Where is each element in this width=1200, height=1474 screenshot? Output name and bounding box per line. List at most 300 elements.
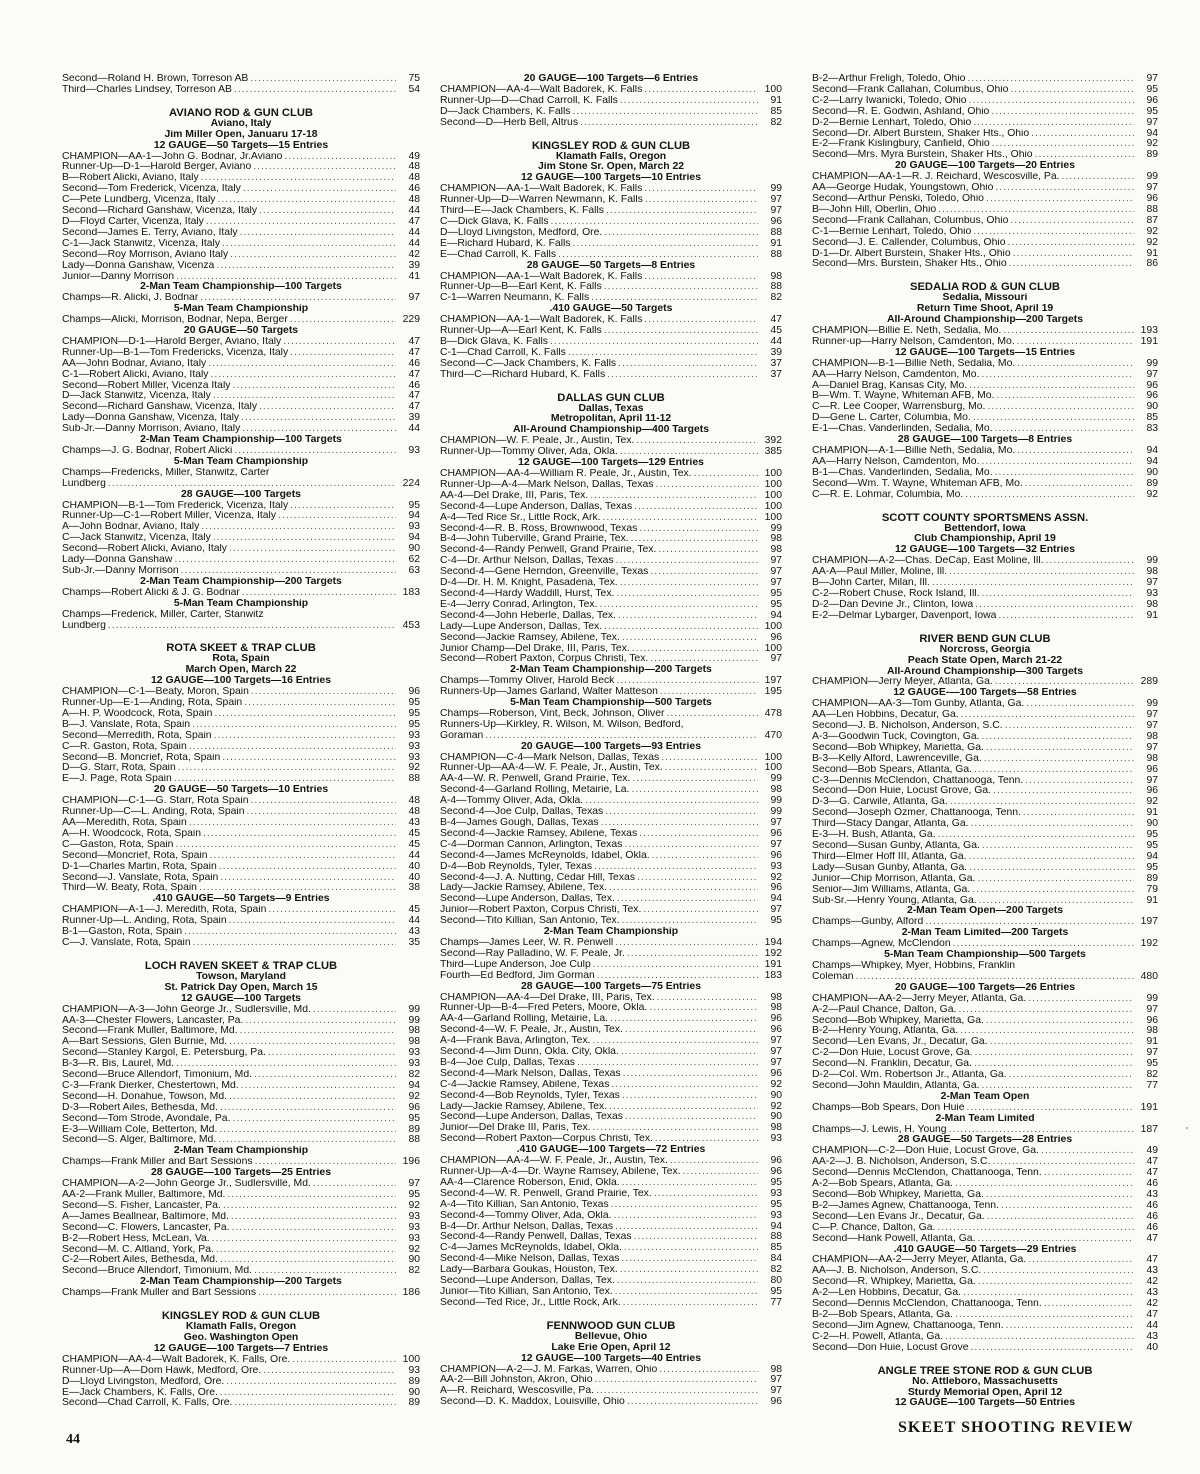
result-row <box>440 589 782 600</box>
shooter-entry: Lady—Donna Ganshaw, Vicenza <box>62 260 215 271</box>
score: 96 <box>770 1397 782 1408</box>
shooter-entry: Second—Frank Callahan, Columbus, Ohio <box>812 215 1009 226</box>
shooter-entry: Second—Robert Miller, Vicenza Italy <box>62 380 231 391</box>
result-row <box>812 1016 1158 1027</box>
dot-leader <box>654 1189 758 1200</box>
shooter-entry: Second—Bruce Allendorf, Timonium, Md. <box>62 1070 253 1081</box>
result-row <box>440 1189 782 1200</box>
shooter-entry: C—J. Vanslate, Rota, Spain <box>62 937 191 948</box>
event-heading: 20 GAUGE—100 Targets—20 Entries <box>895 161 1075 172</box>
result-row <box>62 217 420 228</box>
result-row <box>62 522 420 533</box>
shooter-entry: Runner-Up—D—Chad Carroll, K. Falls <box>440 95 618 106</box>
dot-leader <box>251 687 396 698</box>
score: 90 <box>1146 467 1158 478</box>
result-row <box>440 1036 782 1047</box>
shooter-entry: Second-4—Gene Herndon, Greenville, Texas <box>440 567 649 578</box>
event-heading: 12 GAUGE—100 Targets <box>181 993 301 1004</box>
score: 89 <box>408 1376 420 1387</box>
score: 44 <box>408 916 420 927</box>
dot-leader <box>234 1398 396 1409</box>
score: 75 <box>408 74 420 84</box>
score: 97 <box>770 818 782 828</box>
event-heading: Geo. Washington Open <box>183 1332 299 1343</box>
score: 93 <box>408 1222 420 1233</box>
result-row <box>62 152 420 163</box>
shooter-entry: Junior Champ—Del Drake, III, Paris, Tex. <box>440 643 630 654</box>
shooter-entry: E—Jack Chambers, K. Falls, Ore. <box>62 1387 218 1398</box>
result-row <box>812 249 1158 260</box>
shooter-entry: C-3—Dennis McClendon, Chattanooga, Tenn. <box>812 775 1024 786</box>
dot-leader <box>616 589 758 600</box>
result-row <box>62 938 420 949</box>
dot-leader <box>670 1156 758 1167</box>
result-row <box>440 556 782 567</box>
shooter-entry: Third—E—Jack Chambers, K. Falls <box>440 206 604 217</box>
result-row <box>62 1212 420 1223</box>
shooter-entry: CHAMPION—A-2—John George Jr., Sudlersville, Md. <box>62 1179 311 1190</box>
score: 47 <box>1146 1309 1158 1320</box>
score: 93 <box>1146 588 1158 599</box>
dot-leader <box>995 183 1134 194</box>
dot-leader <box>982 1081 1134 1092</box>
result-row <box>812 808 1158 819</box>
dot-leader <box>615 938 758 949</box>
shooter-entry: CHAMPION—A-2—Chas. DeCap, East Moline, Ill. <box>812 556 1044 567</box>
score: 47 <box>1146 1168 1158 1179</box>
result-row <box>812 1026 1158 1037</box>
shooter-entry: Lady—Jackie Ramsey, Abilene, Tex. <box>440 1101 608 1112</box>
dot-leader <box>216 261 396 272</box>
dot-leader <box>969 381 1134 392</box>
dot-leader <box>259 206 396 217</box>
shooter-entry: Sub-Jr.—Danny Morrison, Aviano, Italy <box>62 424 241 435</box>
result-row <box>440 1243 782 1254</box>
dot-leader <box>268 1048 396 1059</box>
score: 97 <box>770 1386 782 1397</box>
score: 42 <box>1146 1299 1158 1310</box>
score: 98 <box>770 992 782 1003</box>
shooter-entry: E-1—Chas. Vanderlinden, Sedalia, Mo. <box>812 424 993 435</box>
event-heading: Jim Miller Open, Januaru 17-18 <box>164 129 318 140</box>
score: 82 <box>1146 1070 1158 1081</box>
shooter-entry: Third—Stacy Dangar, Atlanta, Ga. <box>812 819 969 830</box>
dot-leader <box>856 972 1134 983</box>
score: 95 <box>1146 862 1158 873</box>
shooter-entry: Second-4—R. B. Ross, Brownwood, Texas <box>440 523 638 534</box>
event-heading: 28 GAUGE—100 Targets <box>181 489 301 500</box>
event-heading: 28 GAUGE—100 Targets—75 Entries <box>521 981 701 992</box>
shooter-entry: C-2—H. Powell, Atlanta, Ga. <box>812 1331 944 1342</box>
dot-leader <box>615 1222 758 1233</box>
score: 95 <box>770 1177 782 1188</box>
result-row <box>440 1058 782 1069</box>
dot-leader <box>631 785 758 796</box>
result-row <box>440 480 782 491</box>
result-row <box>440 315 782 326</box>
result-row <box>440 622 782 633</box>
shooter-entry: Second—Bob Whipkey, Marietta, Ga. <box>812 742 984 753</box>
result-row <box>440 1069 782 1080</box>
score: 82 <box>408 1070 420 1081</box>
score: 46 <box>1146 1211 1158 1222</box>
dot-leader <box>201 173 396 184</box>
score: 85 <box>1146 413 1158 424</box>
event-heading: 2-Man Team Championship <box>543 927 679 938</box>
score: 98 <box>1146 731 1158 742</box>
dot-leader <box>240 1026 396 1037</box>
result-row <box>812 1125 1158 1136</box>
score: 43 <box>1146 1331 1158 1342</box>
score: 89 <box>1146 478 1158 489</box>
score: 480 <box>1140 971 1158 982</box>
result-row <box>812 1288 1158 1299</box>
result-row <box>812 402 1158 413</box>
dot-leader <box>292 1355 396 1366</box>
result-row <box>440 1112 782 1123</box>
result-row <box>440 709 782 720</box>
score: 47 <box>1146 1233 1158 1244</box>
result-row <box>812 1310 1158 1321</box>
dot-leader <box>615 1287 758 1298</box>
dot-leader <box>618 359 758 370</box>
shooter-entry: AA-2—Bill Johnston, Akron, Ohio <box>440 1375 593 1386</box>
result-row <box>812 139 1158 150</box>
shooter-entry: Junior—Tito Killian, San Antonio, Tex. <box>440 1286 613 1297</box>
dot-leader <box>605 807 758 818</box>
event-heading: .410 GAUGE—100 Targets—72 Entries <box>516 1145 706 1156</box>
shooter-entry: B—John Hill, Oberlin, Ohio <box>812 204 937 215</box>
shooter-entry: Second-4—Jackie Ramsey, Abilene, Texas <box>440 828 638 839</box>
result-row <box>62 1092 420 1103</box>
shooter-entry: D-4—Dr. H. M. Knight, Pasadena, Tex. <box>440 578 618 589</box>
event-heading: .410 GAUGE—50 Targets—29 Entries <box>893 1244 1077 1255</box>
dot-leader <box>601 818 758 829</box>
score: 95 <box>408 708 420 719</box>
dot-leader <box>694 469 758 480</box>
result-row <box>62 720 420 731</box>
score: 41 <box>408 271 420 282</box>
event-heading: 2-Man Team Limited <box>935 1113 1035 1124</box>
result-row <box>62 1081 420 1092</box>
result-row <box>62 533 420 544</box>
dot-leader <box>176 1059 396 1070</box>
score: 92 <box>770 1101 782 1112</box>
score: 97 <box>1146 1048 1158 1059</box>
dot-leader <box>259 402 396 413</box>
dot-leader <box>255 1157 396 1168</box>
dot-leader <box>621 1254 758 1265</box>
dot-leader <box>199 883 396 894</box>
score: 44 <box>770 336 782 347</box>
shooter-entry: Champs—James Leer, W. R. Penwell <box>440 937 614 948</box>
result-row <box>62 1190 420 1201</box>
dot-leader <box>223 1201 396 1212</box>
shooter-entry: Third—Elmer Hoff III, Atlanta, Ga. <box>812 851 967 862</box>
result-row <box>812 830 1158 841</box>
score: 43 <box>408 927 420 938</box>
dot-leader <box>485 731 758 742</box>
margin-mark: ' <box>1186 1126 1188 1137</box>
score: 97 <box>1146 710 1158 721</box>
score: 99 <box>1146 172 1158 183</box>
shooter-entry: Champs—Tommy Oliver, Harold Beck <box>440 676 615 687</box>
score: 35 <box>408 937 420 948</box>
result-row <box>440 960 782 971</box>
shooter-entry: Second—Frank Muller, Baltimore, Md. <box>62 1026 238 1037</box>
dot-leader <box>597 971 758 982</box>
shooter-entry: CHAMPION—C-1—G. Starr, Rota Spain <box>62 796 249 807</box>
score: 183 <box>402 587 420 598</box>
result-line: Runners-Up—Kirkley, R. Wilson, M. Wilson, Bedford, <box>440 719 684 730</box>
dot-leader <box>950 797 1134 808</box>
shooter-entry: Second—Lupe Anderson, Dallas, Tex. <box>440 894 615 905</box>
shooter-entry: B—Dick Glava, K. Falls <box>440 336 548 347</box>
score: 96 <box>1146 380 1158 391</box>
result-row <box>62 501 420 512</box>
result-row <box>812 205 1158 216</box>
dot-leader <box>212 1234 396 1245</box>
dot-leader <box>969 852 1134 863</box>
result-row <box>440 1232 782 1243</box>
shooter-entry: B-2—Robert Hess, McLean, Va. <box>62 1233 210 1244</box>
result-row <box>812 74 1158 85</box>
dot-leader <box>1010 85 1134 96</box>
dot-leader <box>1001 1201 1134 1212</box>
event-heading: 12 GAUGE—100 Targets—50 Entries <box>895 1398 1075 1409</box>
dot-leader <box>222 753 396 764</box>
result-row <box>62 184 420 195</box>
score: 100 <box>764 752 782 763</box>
shooter-entry: AA-4—Del Drake, III, Paris, Tex. <box>440 490 589 501</box>
score: 92 <box>1146 489 1158 500</box>
dot-leader <box>290 501 396 512</box>
shooter-entry: Sub-Sr.—Henry Young, Atlanta, Ga. <box>812 895 977 906</box>
result-row <box>812 754 1158 765</box>
score: 43 <box>408 818 420 828</box>
result-row <box>440 96 782 107</box>
dot-leader <box>683 1167 758 1178</box>
shooter-entry: Second—James E. Terry, Aviano, Italy <box>62 227 238 238</box>
result-row <box>62 1037 420 1048</box>
dot-leader <box>220 1388 396 1399</box>
score: 45 <box>408 839 420 850</box>
dot-leader <box>178 763 396 774</box>
result-row <box>812 939 1158 950</box>
score: 40 <box>408 861 420 872</box>
result-row <box>62 927 420 938</box>
event-heading: 28 GAUGE—100 Targets—25 Entries <box>151 1168 331 1179</box>
shooter-entry: CHAMPION—D-1—Harold Berger, Aviano, Italy <box>62 336 282 347</box>
score: 93 <box>770 1134 782 1145</box>
shooter-entry: AA-4—W. R. Penwell, Grand Prairie, Tex. <box>440 774 631 785</box>
dot-leader <box>216 1245 396 1256</box>
shooter-entry: AA-2—Frank Muller, Baltimore, Md. <box>62 1190 226 1200</box>
event-heading: Lake Erie Open, April 12 <box>551 1342 671 1353</box>
dot-leader <box>636 436 758 447</box>
shooter-entry: CHAMPION—B-1—Tom Frederick, Vicenza, Italy <box>62 500 289 511</box>
shooter-entry: Second—R. Whipkey, Marietta, Ga. <box>812 1277 976 1288</box>
shooter-entry: D-1—Charles Martin, Rota, Spain <box>62 861 217 872</box>
result-row <box>440 1025 782 1036</box>
shooter-entry: C—R. Gaston, Rota, Spain <box>62 741 187 752</box>
score: 90 <box>408 1387 420 1398</box>
result-row <box>62 337 420 348</box>
dot-leader <box>992 1157 1134 1168</box>
result-row <box>812 370 1158 381</box>
score: 88 <box>1146 204 1158 215</box>
shooter-entry: CHAMPION—AA-4—Walt Badorek, K. Falls, Ore. <box>62 1354 291 1365</box>
dot-leader <box>313 1179 396 1190</box>
score: 98 <box>408 1037 420 1048</box>
dot-leader <box>573 239 758 250</box>
result-row <box>62 446 420 457</box>
result-row <box>440 807 782 818</box>
score: 95 <box>1146 830 1158 841</box>
score: 47 <box>408 216 420 227</box>
shooter-entry: Second—Jim Agnew, Chattanooga, Tenn. <box>812 1320 1004 1331</box>
dot-leader <box>108 621 396 632</box>
event-heading: 12 GAUGE—100 Targets—7 Entries <box>153 1343 329 1354</box>
shooter-entry: CHAMPION—A-2—J. M. Farkas, Warren, Ohio <box>440 1364 658 1375</box>
result-row <box>62 173 420 184</box>
result-row <box>440 600 782 611</box>
dot-leader <box>290 315 396 326</box>
dot-leader <box>975 600 1134 611</box>
dot-leader <box>938 830 1134 841</box>
score: 44 <box>408 227 420 238</box>
score: 46 <box>1146 1179 1158 1190</box>
result-row <box>440 676 782 687</box>
shooter-entry: D—Gene L. Carter, Columbia, Mo. <box>812 413 971 424</box>
shooter-entry: Second—John Mauldin, Atlanta, Ga. <box>812 1080 980 1091</box>
result-row <box>812 1201 1158 1212</box>
results-column-1 <box>62 74 420 1409</box>
shooter-entry: Runner-Up—AA-4—W. F. Peale, Jr., Austin, Tex. <box>440 763 663 774</box>
shooter-entry: A-2—Len Hobbins, Decatur, Ga. <box>812 1288 962 1299</box>
score: 191 <box>764 959 782 970</box>
dot-leader <box>955 1179 1134 1190</box>
result-row <box>62 195 420 206</box>
result-row <box>62 905 420 916</box>
score: 40 <box>1146 1342 1158 1353</box>
score: 42 <box>408 249 420 260</box>
shooter-entry: Senior—Jim Williams, Atlanta, Ga. <box>812 884 971 895</box>
result-row <box>62 807 420 818</box>
score: 97 <box>1146 183 1158 194</box>
result-row <box>812 172 1158 183</box>
dot-leader <box>660 687 758 698</box>
score: 37 <box>770 358 782 369</box>
dot-leader <box>229 1037 396 1048</box>
score: 99 <box>408 1004 420 1015</box>
score: 100 <box>764 84 782 95</box>
score: 193 <box>1140 326 1158 337</box>
dot-leader <box>1007 238 1134 249</box>
score: 47 <box>408 402 420 413</box>
result-row <box>440 206 782 217</box>
result-row <box>440 85 782 96</box>
dot-leader <box>263 1366 396 1377</box>
dot-leader <box>981 589 1134 600</box>
shooter-entry: Runner-Up—C—L. Anding, Rota, Spain <box>62 807 245 818</box>
score: 95 <box>1146 106 1158 117</box>
result-row <box>440 644 782 655</box>
dot-leader <box>949 567 1134 578</box>
result-row <box>440 534 782 545</box>
dot-leader <box>953 939 1134 950</box>
dot-leader <box>963 1288 1134 1299</box>
event-heading: .410 GAUGE—50 Targets—9 Entries <box>152 894 330 905</box>
score: 92 <box>1146 226 1158 237</box>
shooter-entry: CHAMPION—A-1—J. Meredith, Rota, Spain <box>62 905 267 916</box>
shooter-entry: E-2—Frank Kislingbury, Canfield, Ohio <box>812 139 990 150</box>
result-row <box>440 654 782 665</box>
dot-leader <box>993 786 1134 797</box>
result-row <box>440 250 782 261</box>
result-row <box>812 1190 1158 1201</box>
event-heading: No. Attleboro, Massachusetts <box>912 1376 1058 1387</box>
score: 62 <box>408 555 420 566</box>
dot-leader <box>659 1365 758 1376</box>
shooter-entry: C-2—Don Huie, Locust Grove, Ga. <box>812 1048 973 1059</box>
shooter-entry: Runner-Up—D—Warren Newmann, K. Falls <box>440 195 643 206</box>
score: 197 <box>1140 917 1158 928</box>
dot-leader <box>639 524 758 535</box>
dot-leader <box>1025 776 1134 787</box>
shooter-entry: D-1—Dr. Albert Burstein, Shaker Hts., Ohio <box>812 248 1011 259</box>
dot-leader <box>242 588 396 599</box>
score: 82 <box>770 1265 782 1276</box>
dot-leader <box>614 1211 758 1222</box>
score: 94 <box>408 1080 420 1091</box>
dot-leader <box>184 927 396 938</box>
result-row <box>440 1080 782 1091</box>
score: 93 <box>408 752 420 763</box>
score: 92 <box>408 1091 420 1102</box>
shooter-entry: Second—Bob Spears, Atlanta, Ga. <box>812 764 972 775</box>
result-row <box>440 873 782 884</box>
score: 92 <box>408 763 420 774</box>
dot-leader <box>995 424 1134 435</box>
event-heading: 2-Man Team Open <box>940 1091 1030 1102</box>
result-row <box>440 851 782 862</box>
score: 196 <box>402 1157 420 1168</box>
score: 96 <box>770 1156 782 1167</box>
event-heading: 2-Man Team Championship—100 Targets <box>140 435 342 446</box>
shooter-entry: E-2—Delmar Lybarger, Davenport, Iowa <box>812 610 997 621</box>
shooter-entry: AA—Len Hobbins, Decatur, Ga. <box>812 710 959 721</box>
score: 96 <box>1146 193 1158 204</box>
score: 89 <box>1146 873 1158 884</box>
dot-leader <box>623 1298 758 1309</box>
score: 98 <box>770 534 782 545</box>
shooter-entry: C-4—Dr. Arthur Nelson, Dallas, Texas <box>440 556 614 567</box>
score: 100 <box>764 643 782 654</box>
result-line: Champs—Frederick, Miller, Carter, Stanwitz <box>62 609 264 620</box>
event-heading: 12 GAUGE—100 Targets—10 Entries <box>521 173 701 184</box>
score: 95 <box>408 698 420 709</box>
dot-leader <box>251 796 396 807</box>
result-row <box>812 424 1158 435</box>
result-row <box>812 710 1158 721</box>
score: 94 <box>1146 456 1158 467</box>
score: 46 <box>408 184 420 195</box>
result-row <box>812 874 1158 885</box>
shooter-entry: Champs—Gunby, Alford <box>812 917 924 928</box>
dot-leader <box>655 480 758 491</box>
dot-leader <box>1026 699 1134 710</box>
